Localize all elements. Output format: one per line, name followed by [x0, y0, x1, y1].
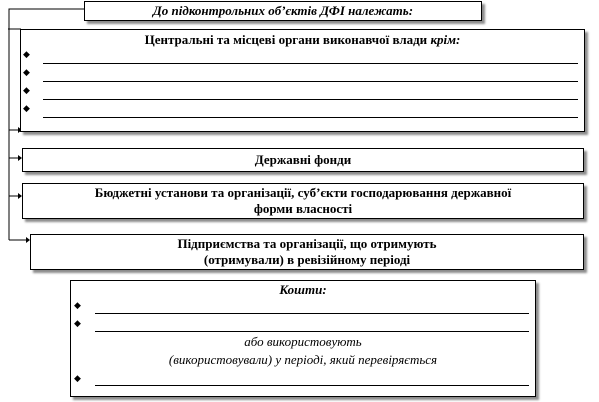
executive-bodies-box [20, 29, 585, 132]
executive-bodies-title-main: Центральні та місцеві органи виконавчої влади [144, 32, 428, 47]
blank-line [95, 385, 529, 386]
diamond-bullet-icon: ◆ [23, 85, 30, 95]
budget-institutions-line2: форми власності [253, 201, 353, 216]
blank-line [43, 99, 578, 100]
funds-note-line1: або використовують [244, 334, 362, 349]
header-box [84, 1, 482, 21]
blank-line [95, 313, 529, 314]
blank-line [43, 63, 578, 64]
funds-title: Кошти: [279, 282, 327, 297]
enterprises-line2: (отримували) в ревізійному періоді [203, 252, 411, 267]
state-funds-box [22, 148, 584, 172]
executive-bodies-title-suffix: крім: [427, 32, 461, 47]
blank-line [43, 81, 578, 82]
funds-box [70, 280, 536, 397]
diamond-bullet-icon: ◆ [23, 67, 30, 77]
blank-line [43, 117, 578, 118]
diamond-bullet-icon: ◆ [74, 300, 81, 310]
state-funds-title: Державні фонди [254, 152, 352, 167]
blank-line [95, 331, 529, 332]
arrow-to-state-funds [9, 155, 22, 161]
arrow-to-budget [9, 193, 22, 199]
arrow-to-enterprises [9, 237, 30, 243]
enterprises-box [30, 234, 584, 270]
diamond-bullet-icon: ◆ [74, 318, 81, 328]
header-title: До підконтрольних об’єктів ДФІ належать: [152, 3, 414, 18]
funds-note-line2: (використовували) у періоді, який перевіряється [168, 352, 438, 367]
executive-bodies-title [21, 32, 584, 48]
diamond-bullet-icon: ◆ [74, 373, 81, 383]
budget-institutions-box [22, 183, 584, 219]
enterprises-line1: Підприємства та організації, що отримують [177, 236, 437, 251]
diamond-bullet-icon: ◆ [23, 49, 30, 59]
budget-institutions-line1: Бюджетні установи та організації, суб’єкти господарювання державної [94, 185, 512, 200]
diamond-bullet-icon: ◆ [23, 103, 30, 113]
